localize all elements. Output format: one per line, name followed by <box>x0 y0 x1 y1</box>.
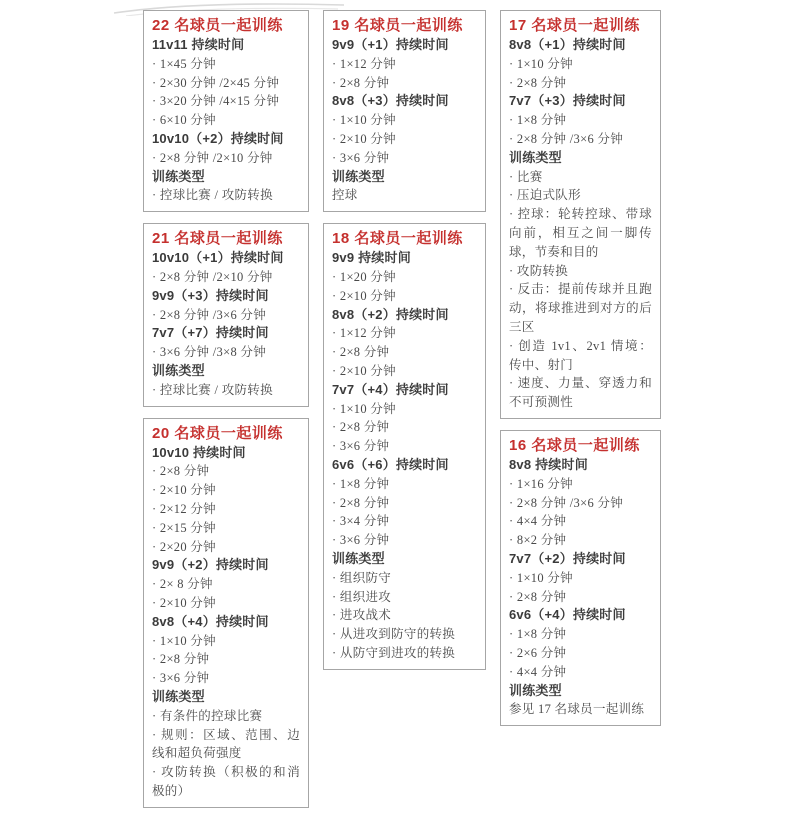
bullet-item: · 4×4 分钟 <box>509 514 567 529</box>
section-heading: 9v9（+3）持续时间 <box>152 287 269 303</box>
column-right <box>500 10 661 737</box>
bullet-item: · 2×10 分钟 <box>332 288 396 303</box>
bullet-item: · 攻防转换（积极的和消极的） <box>152 765 300 798</box>
section-heading: 训练类型 <box>152 688 205 704</box>
section-heading: 10v10 持续时间 <box>152 444 246 460</box>
bullet-item: · 2×8 分钟 <box>152 464 210 479</box>
bullet-item: · 3×20 分钟 /4×15 分钟 <box>152 94 280 109</box>
bullet-item: · 控球：轮转控球、带球向前，相互之间一脚传球，节奏和目的 <box>509 207 652 259</box>
training-box <box>143 10 309 212</box>
section-heading: 10v10（+1）持续时间 <box>152 250 284 266</box>
bullet-item: · 控球比赛 / 攻防转换 <box>152 188 273 203</box>
section-heading: 7v7（+7）持续时间 <box>152 325 269 341</box>
training-box <box>143 418 309 808</box>
box-title: 16 名球员一起训练 <box>509 436 640 454</box>
bullet-item: · 压迫式队形 <box>509 188 581 203</box>
section-heading: 6v6（+6）持续时间 <box>332 456 449 472</box>
bullet-item: · 1×8 分钟 <box>332 476 390 491</box>
box-title: 18 名球员一起训练 <box>332 230 463 248</box>
bullet-item: · 2× 8 分钟 <box>152 577 213 592</box>
section-heading: 8v8（+3）持续时间 <box>332 93 449 109</box>
bullet-item: · 3×6 分钟 <box>332 150 390 165</box>
section-heading: 7v7（+2）持续时间 <box>509 550 626 566</box>
bullet-item: · 2×8 分钟 <box>332 495 390 510</box>
bullet-item: · 2×8 分钟 <box>332 75 390 90</box>
plain-item: 参见 17 名球员一起训练 <box>509 702 645 717</box>
column-left <box>143 10 309 819</box>
plain-item: 控球 <box>332 188 358 203</box>
bullet-item: · 3×6 分钟 <box>152 671 210 686</box>
bullet-item: · 2×8 分钟 /2×10 分钟 <box>152 269 273 284</box>
section-heading: 训练类型 <box>152 168 205 184</box>
bullet-item: · 速度、力量、穿透力和不可预测性 <box>509 376 652 410</box>
bullet-item: · 2×15 分钟 <box>152 520 216 535</box>
bullet-item: · 从进攻到防守的转换 <box>332 627 456 642</box>
box-title: 19 名球员一起训练 <box>332 17 463 34</box>
training-box <box>500 430 661 726</box>
bullet-item: · 1×12 分钟 <box>332 326 396 341</box>
section-heading: 9v9（+2）持续时间 <box>152 557 269 573</box>
bullet-item: · 1×16 分钟 <box>509 476 573 491</box>
bullet-item: · 1×10 分钟 <box>332 113 396 128</box>
bullet-item: · 进攻战术 <box>332 608 392 623</box>
bullet-item: · 创造 1v1、2v1 情境：传中、射门 <box>509 338 652 372</box>
bullet-item: · 1×8 分钟 <box>509 627 567 642</box>
box-title: 21 名球员一起训练 <box>152 230 283 248</box>
section-heading: 7v7（+4）持续时间 <box>332 381 449 397</box>
box-title: 22 名球员一起训练 <box>152 17 283 34</box>
bullet-item: · 1×10 分钟 <box>152 633 216 648</box>
bullet-item: · 2×10 分钟 <box>152 483 216 498</box>
bullet-item: · 1×45 分钟 <box>152 56 216 71</box>
section-heading: 10v10（+2）持续时间 <box>152 130 284 146</box>
bullet-item: · 2×8 分钟 <box>332 420 390 435</box>
section-heading: 9v9 持续时间 <box>332 250 411 266</box>
column-middle <box>323 10 486 681</box>
training-box <box>143 223 309 406</box>
bullet-item: · 1×10 分钟 <box>509 570 573 585</box>
box-title: 17 名球员一起训练 <box>509 17 640 34</box>
bullet-item: · 2×8 分钟 /3×6 分钟 <box>509 495 624 510</box>
section-heading: 8v8（+2）持续时间 <box>332 306 449 322</box>
bullet-item: · 2×8 分钟 <box>332 345 390 360</box>
bullet-item: · 组织进攻 <box>332 589 392 604</box>
bullet-item: · 1×10 分钟 <box>332 401 396 416</box>
bullet-item: · 4×4 分钟 <box>509 664 567 679</box>
section-heading: 训练类型 <box>152 362 205 378</box>
bullet-item: · 1×12 分钟 <box>332 56 396 71</box>
bullet-item: · 组织防守 <box>332 570 392 585</box>
bullet-item: · 2×10 分钟 <box>152 595 216 610</box>
bullet-item: · 2×20 分钟 <box>152 539 216 554</box>
bullet-item: · 1×8 分钟 <box>509 113 567 128</box>
bullet-item: · 2×10 分钟 <box>332 131 396 146</box>
bullet-item: · 2×8 分钟 <box>152 652 210 667</box>
bullet-item: · 2×8 分钟 <box>509 589 567 604</box>
bullet-item: · 2×30 分钟 /2×45 分钟 <box>152 75 280 90</box>
bullet-item: · 1×20 分钟 <box>332 269 396 284</box>
section-heading: 7v7（+3）持续时间 <box>509 93 626 109</box>
training-box <box>323 223 486 670</box>
bullet-item: · 3×4 分钟 <box>332 514 390 529</box>
bullet-item: · 从防守到进攻的转换 <box>332 645 456 660</box>
bullet-item: · 有条件的控球比赛 <box>152 708 263 723</box>
bullet-item: · 1×10 分钟 <box>509 56 573 71</box>
bullet-item: · 2×10 分钟 <box>332 363 396 378</box>
section-heading: 8v8（+1）持续时间 <box>509 37 626 52</box>
bullet-item: · 2×8 分钟 /3×6 分钟 <box>152 307 267 322</box>
bullet-item: · 反击：提前传球并且跑动，将球推进到对方的后三区 <box>509 282 652 334</box>
section-heading: 训练类型 <box>332 550 385 566</box>
bullet-item: · 规则：区域、范围、边线和超负荷强度 <box>152 727 300 761</box>
section-heading: 11v11 持续时间 <box>152 37 245 52</box>
bullet-item: · 3×6 分钟 /3×8 分钟 <box>152 345 267 360</box>
bullet-item: · 8×2 分钟 <box>509 533 567 548</box>
box-title: 20 名球员一起训练 <box>152 424 283 442</box>
bullet-item: · 3×6 分钟 <box>332 533 390 548</box>
bullet-item: · 2×8 分钟 /3×6 分钟 <box>509 131 624 146</box>
section-heading: 8v8（+4）持续时间 <box>152 613 269 629</box>
bullet-item: · 比赛 <box>509 169 543 184</box>
section-heading: 训练类型 <box>509 149 562 165</box>
bullet-item: · 2×12 分钟 <box>152 501 216 516</box>
bullet-item: · 2×8 分钟 <box>509 75 567 90</box>
section-heading: 6v6（+4）持续时间 <box>509 607 626 623</box>
bullet-item: · 6×10 分钟 <box>152 113 216 128</box>
training-box <box>323 10 486 212</box>
training-box <box>500 10 661 419</box>
section-heading: 9v9（+1）持续时间 <box>332 37 449 52</box>
bullet-item: · 攻防转换 <box>509 263 569 278</box>
section-heading: 训练类型 <box>332 168 385 184</box>
bullet-item: · 控球比赛 / 攻防转换 <box>152 382 273 397</box>
section-heading: 训练类型 <box>509 682 562 698</box>
section-heading: 8v8 持续时间 <box>509 456 588 472</box>
bullet-item: · 2×8 分钟 /2×10 分钟 <box>152 150 273 165</box>
bullet-item: · 2×6 分钟 <box>509 645 567 660</box>
bullet-item: · 3×6 分钟 <box>332 439 390 454</box>
